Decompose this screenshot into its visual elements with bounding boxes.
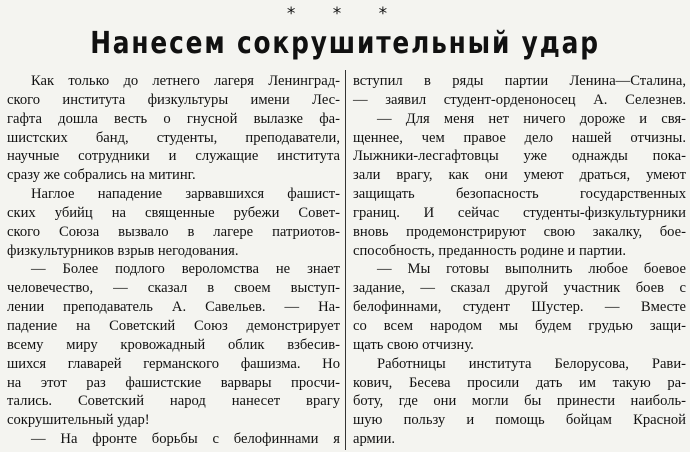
text-line: щеннее, чем правое дело нашей отчизны. [353, 129, 686, 146]
text-line: ского Союза вызвало в лагере патриотов- [7, 223, 340, 240]
text-line: всему миру кровожадный облик взбесив- [7, 336, 340, 353]
text-line: человечество, — сказал в своем выступ- [7, 280, 340, 297]
text-line: со всем народом мы будем грудью защи- [353, 317, 686, 334]
text-line: способность, преданность родине и партии. [353, 242, 626, 259]
article-title: Нанесем сокрушительный удар [90, 26, 600, 61]
text-line: ских убийц на священные рубежи Совет- [7, 204, 340, 221]
text-line: — Более подлого вероломства не знает [31, 261, 340, 278]
text-line: падение на Советский Союз демонстрирует [7, 317, 340, 334]
text-line: на этот раз фашистские варвары просчи- [7, 374, 340, 391]
section-stars: * * * [286, 4, 404, 24]
column-divider [345, 70, 346, 450]
article-column-right [353, 72, 686, 449]
text-line: — На фронте борьбы с белофиннами я [31, 431, 340, 448]
text-line: боту, где они могли бы принести наиболь- [353, 393, 686, 410]
text-line: Лыжники-лесгафтовцы уже однажды пока- [353, 148, 686, 165]
text-line: шую пользу и помощь бойцам Красной [353, 412, 686, 429]
article-column-left [7, 72, 340, 449]
text-line: армии. [353, 431, 396, 448]
text-line: лении преподаватель А. Савельев. — На- [7, 299, 340, 316]
text-line: Как только до летнего лагеря Ленинград- [31, 73, 340, 89]
text-line: тались. Советский народ нанесет врагу [7, 393, 340, 410]
text-line: границ. И сейчас студенты-физкультурники [353, 204, 686, 221]
text-line: научные сотрудники и служащие института [7, 148, 340, 165]
text-line: вступил в ряды партии Ленина—Сталина, [353, 73, 686, 89]
text-line: Наглое нападение зарвавшихся фашист- [31, 186, 340, 203]
text-line: шистских банд, студенты, преподаватели, [7, 129, 340, 146]
text-line: защищать безопасность государственных [353, 186, 686, 203]
text-line: белофиннами, студент Шустер. — Вместе [353, 299, 686, 316]
text-line: Работницы института Белорусова, Рави- [377, 355, 686, 372]
text-line: — Мы готовы выполнить любое боевое [377, 261, 686, 278]
text-line: — Для меня нет ничего дороже и свя- [377, 110, 686, 127]
text-line: сразу же собрались на митинг. [7, 167, 196, 184]
text-line: сокрушительный удар! [7, 412, 150, 429]
text-line: гафта дошла весть о гнусной вылазке фа- [7, 110, 340, 127]
text-line: шихся главарей германского фашизма. Но [7, 355, 340, 372]
text-line: кович, Бесева просили дать им такую ра- [353, 374, 686, 391]
text-line: вновь продемонстрируют свою закалку, бое- [353, 223, 686, 240]
text-line: задание, — сказал другой участник боев с [353, 280, 686, 297]
text-line: зали врагу, как они умеют драться, умеют [353, 167, 686, 184]
text-line: физкультурников взрыв негодования. [7, 242, 239, 259]
text-line: щать свою отчизну. [353, 336, 474, 353]
text-line: ского института физкультуры имени Лес- [7, 91, 340, 108]
text-line: — заявил студент-орденоносец А. Селезнев. [353, 91, 686, 108]
